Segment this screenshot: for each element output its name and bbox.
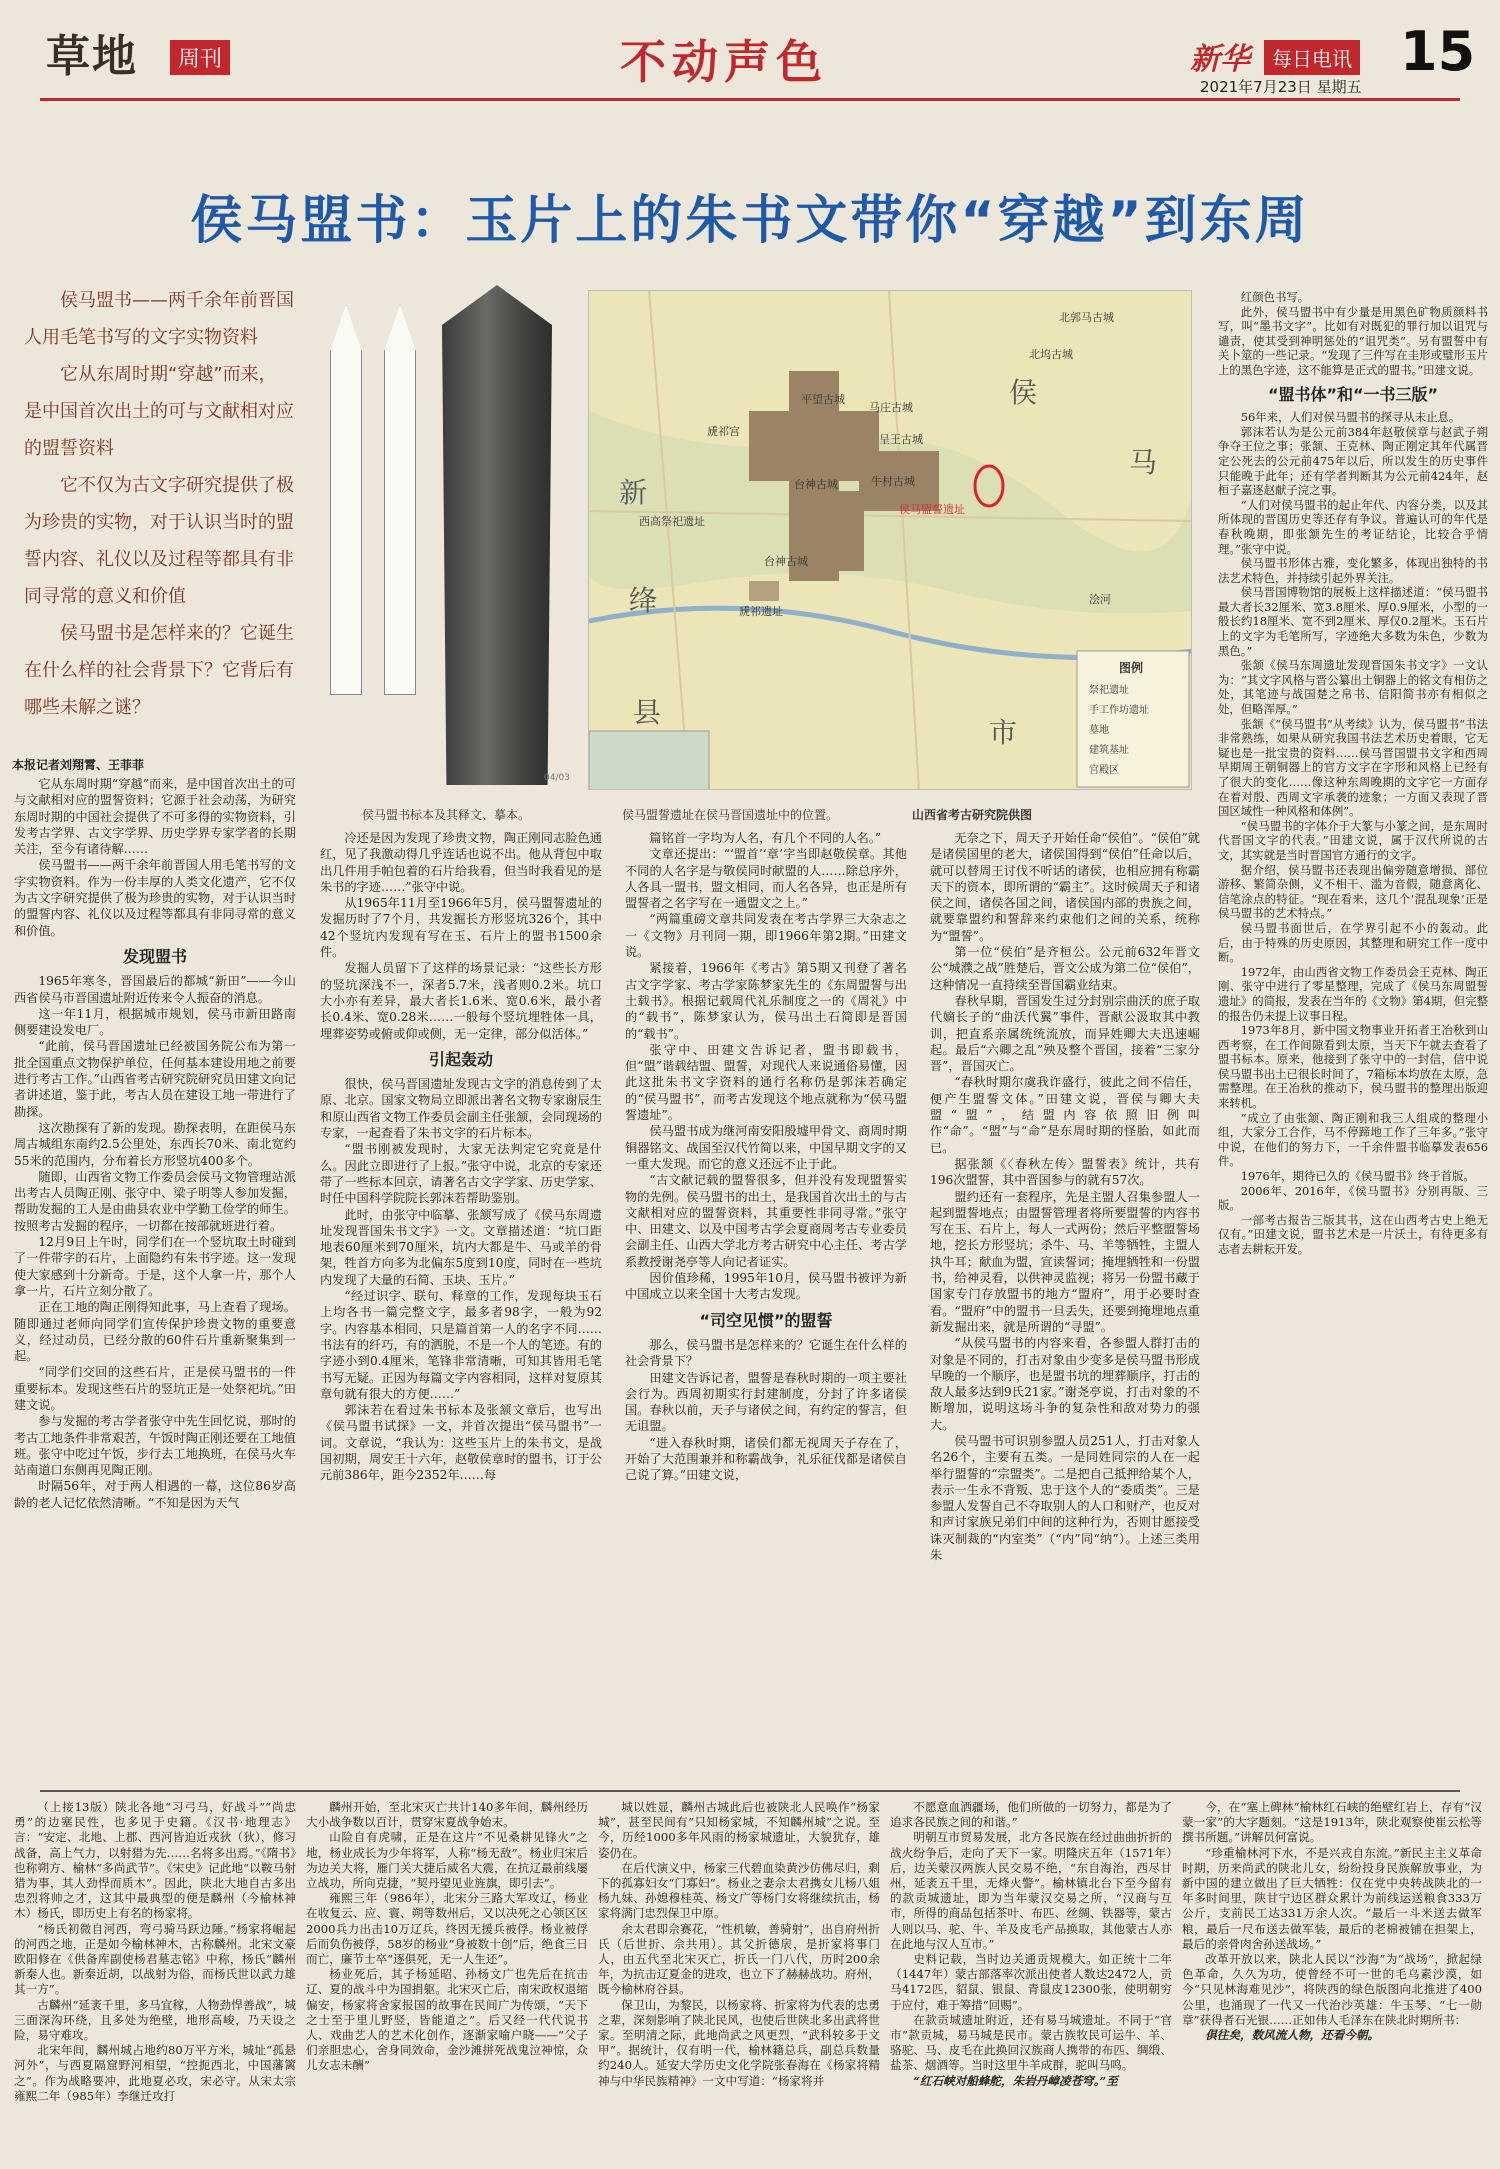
figure-marker: 04/03 — [544, 773, 570, 783]
paragraph: 春秋早期，晋国发生过分封别宗曲沃的庶子取代嫡长子的“曲沃代翼”事件，晋献公汲取其中教训，把直系亲属统统流放，而异姓卿大夫迅速崛起。最后“六卿之乱”殃及整个晋国，接着“三家分晋”，晋国灭亡。 — [930, 993, 1200, 1074]
paragraph: 56年来，人们对侯马盟书的探寻从未止息。 — [1240, 410, 1461, 425]
header-rule — [40, 98, 1460, 101]
paragraph: “进入春秋时期，诸侯们都无视周天子存在了，开始了大范围兼并和称霸战争，礼乐征伐都是诸侯自己说了算。”田建文说， — [625, 1435, 907, 1483]
section-logo: 草地 — [46, 31, 138, 82]
paragraph: 发掘人员留下了这样的场景记录：“这些长方形的竖坑深浅不一，深者5.7米，浅者则0.2米。坑口大小亦有差异，最大者长1.6米、宽0.6米，最小者长0.4米、宽0.28米……一般每个竖坑埋牲体一具，埋葬姿势或俯或仰或侧，无一定律，部分似活体。” — [320, 961, 602, 1041]
paragraph: 第一位“侯伯”是齐桓公。公元前632年晋文公“城濮之战”胜楚后，晋文公成为第二位“侯伯”，这种情况一直持续至晋国霸业结束。 — [930, 945, 1200, 992]
paragraph: 1972年，由山西省文物工作委员会王克林、陶正刚、张守中进行了零星整理，完成了《侯马东周盟誓遗址》的简报，发表在当年的《文物》第4期，但完整的报告仍未提上议事日程。 — [1218, 964, 1488, 1023]
paragraph: 史料记载，当时边关通贡规模大。如正统十二年（1447年）蒙古部落率次派出使者人数达2472人，贡马4172匹，貂鼠、银鼠、青鼠皮12300张，使明朝穷于应付，难于筹措“回赐”。 — [890, 1952, 1172, 2012]
column-title: 不动声色 — [620, 35, 828, 89]
section-divider — [40, 1790, 1460, 1792]
map-label-maqiu: 马庄古城 — [869, 401, 913, 414]
paragraph: 无奈之下，周天子开始任命“侯伯”。“侯伯”就是诸侯国里的老大，诸侯国得到“侯伯”任命以后，就可以替周王讨伐不听话的诸侯，也相应拥有称霸天下的资本，即所谓的“霸主”。这时候周天子和诸侯之间，诸侯各国之间，诸侯国内部的贵族之间，就要靠盟约和誓辞来约束他们之间的关系，统称为“盟誓”。 — [930, 831, 1200, 943]
paragraph: 张颔《“侯马盟书”从考续》认为，侯马盟书“书法非常熟练，如果从研究我国书法艺术历史着眼，它无疑也是一批宝贵的资料……侯马晋国盟书文字和西周早期周王朝铜器上的官方文字在字形和风格上已经有了很大的变化……像这种东周晚期的文字它一方面存在着对殷、西周文字承袭的迹象；一方面又表现了晋国区域性一种风格和体例”。 — [1218, 716, 1488, 819]
map-label-beiwu: 北坞古城 — [1029, 348, 1073, 361]
paragraph: 郭沫若认为是公元前384年赵敬侯章与赵武子朔争夺王位之事；张颔、王克林、陶正刚定其年代属晋定公死去的公元前475年以后，所以发生的历史事件只能晚于此年；还有学者判断其为公元前424年，赵桓子嘉逐赵献子浣之事。 — [1218, 424, 1488, 498]
paragraph: “人们对侯马盟书的起止年代、内容分类，以及其所体现的晋国历史等还存有争议。普遍认可的年代是春秋晚期，即张颔先生的考证结论，比较合乎情理。”张守中说。 — [1218, 497, 1488, 556]
paragraph: 保卫山，为黎民，以杨家将、折家将为代表的忠勇之辈，深刻影响了陕北民风，也使后世陕北多出武将世家。至明清之际，此地尚武之风更烈，“武科较多于文甲”。据统计，仅有明一代，榆林籍总兵，副总兵数量约240人。延安大学历史文化学院张春海在《杨家将精神与中华民族精神》一文中写道：“杨家将并 — [598, 1997, 880, 2088]
headline: 侯马盟书：玉片上的朱书文带你“穿越”到东周 — [190, 191, 1310, 251]
article-column-3 — [625, 830, 907, 1484]
poem-line: “红石峡对船蜂舵，朱岩丹嶂凌苍穹。”至 — [913, 2073, 1118, 2088]
issue-date: 2021年7月23日 星期五 — [1200, 78, 1362, 96]
page-number: 15 — [1400, 20, 1476, 83]
map-label-pingwang: 平望古城 — [801, 393, 845, 406]
paragraph: “此前，侯马晋国遗址已经被国务院公布为第一批全国重点文物保护单位，任何基本建设用地之前要进行考古工作。”山西省考古研究院研究员田建文向记者讲述道，鉴于此，考古人员在建设工地一带进行了勘探。 — [14, 1039, 296, 1119]
paragraph: 张颔《侯马东周遗址发现晋国朱书文字》一文认为：“其文字风格与晋公纂出土铜器上的铭文有相仿之处，其笔迹与战国楚之帛书、信阳简书亦有相似之处，但略浑厚。” — [1218, 658, 1488, 717]
paragraph: “春秋时期尔虞我诈盛行，彼此之间不信任，便产生盟誓文体。”田建文说，晋侯与卿大夫盟“盟”，结盟内容依照旧例叫作“命”。“盟”与“命”是东周时期的怪胎，如此而已。 — [930, 1075, 1200, 1155]
figure2-credit: 山西省考古研究院供图 — [912, 808, 1033, 822]
paragraph: “杨氏初微自河西，弯弓骑马跃边陲。”杨家将崛起的河西之地，正是如今榆林神木，古称麟州。北宋文豪欧阳修在《供备库副使杨君墓志铭》中称，杨氏“麟州新秦人也。新秦近胡，以战射为俗，而杨氏世以武力雄其一方”。 — [14, 1921, 296, 1997]
map-label-shi: 市 — [989, 716, 1018, 749]
map-label-niucun: 牛村古城 — [871, 475, 915, 488]
map-label-jiang: 绛 — [629, 584, 658, 617]
map-label-taishen: 台神古城 — [794, 478, 838, 491]
paragraph: 侯马盟书成为继河南安阳殷墟甲骨文、商周时期铜器铭文、战国至汉代竹简以来，中国早期文字的又一重大发现。而它的意义还远不止于此。 — [625, 1124, 907, 1171]
map-legend-item: 祭祀遗址 — [1089, 685, 1129, 696]
paragraph: 北宋年间，麟州城占地约80万平方米，城址“孤悬河外”，与西夏隔窟野河相望，“控扼西北，中国藩篱之”。作为战略要冲，此地夏必攻，宋必守。从宋太宗雍熙二年（985年）李继迁攻打 — [14, 2043, 296, 2103]
paragraph: 在后代演义中，杨家三代碧血染黄沙仿佛尽归，剩下的孤寡妇女“门寡妇”。杨业之妻佘太君携女儿杨八姐杨九妹、孙媳穆桂英、杨文广等杨门女将继续抗击，杨家将满门忠烈保卫中原。 — [598, 1860, 880, 1921]
paragraph: 古麟州“延袤千里，多马宜稼，人物劲悍善战”，城三面深沟环绕，且多处为绝壁，地形高峻，乃天设之险，易守难攻。 — [14, 1997, 296, 2043]
paragraph: 此外，侯马盟书中有少量是用黑色矿物质颜料书写，叫“墨书文字”。比如有对既犯的罪行加以诅咒与谴责，使其受到神明惩处的“诅咒类”。另有盟誓中有关卜筮的一些记录。“发现了三件写在圭形或璧形玉片上的黑色字迹，这不能算是正式的盟书。”田建文说。 — [1218, 304, 1488, 377]
paragraph: 因价值珍稀，1995年10月，侯马盟书被评为新中国成立以来全国十大考古发现。 — [625, 1271, 907, 1302]
paragraph: 据张颔《〈春秋左传〉盟誓表》统计，共有196次盟誓，其中晋国参与的就有57次。 — [930, 1156, 1200, 1188]
paragraph: 在款贡城遗址附近，还有易马城遗址。不同于“官市”款贡城，易马城是民市。蒙古族牧民可运牛、羊、骆驼、马、皮毛在此换回汉族商人携带的布匹、绸缎、盐茶、烟酒等。当时这里牛羊成群，驼叫马鸣。 — [890, 2012, 1172, 2073]
figure1-caption: 侯马盟书标本及其释文、摹本。 — [362, 808, 531, 822]
closing-quote: 俱往矣，数风流人物，还看今朝。 — [1205, 2028, 1380, 2043]
paragraph: “从侯马盟书的内容来看，各参盟人群打击的对象是不同的，打击对象由少变多是侯马盟书形成早晚的一个顺序，也是盟书坑的埋葬顺序，打击的敌人最多达到9氏21家。”谢尧亭说，打击对象的不断增加，说明这场斗争的复杂性和敌对势力的强大。 — [930, 1336, 1200, 1432]
paper-logo: 新华 — [1190, 42, 1250, 77]
map-label-ma: 马 — [1129, 446, 1158, 479]
map-label-xin: 新 — [619, 476, 648, 509]
paragraph: 文章还提出：“‘盟首’‘章’字当即赵敬侯章。其他不同的人名字是与敬侯同时献盟的人……除总序外，人各具一盟书，盟文相同，而人名各异，也正是所有盟誓者之名字写在一通盟文之上。” — [625, 847, 907, 911]
subheading-situ: “司空见惯”的盟誓 — [699, 1310, 833, 1330]
subheading-style: “盟书体”和“一书三版” — [1267, 384, 1439, 404]
paragraph: 城以姓显，麟州古城此后也被陕北人民唤作“杨家城”，甚至民间有“只知杨家城，不知麟州城”之说。至今，历经1000多年风雨的杨家城遗址，大貌犹存，雄姿仍在。 — [598, 1800, 880, 1860]
paragraph: 随即，山西省文物工作委员会侯马文物管理站派出考古人员陶正刚、张守中、梁子明等人参加发掘，帮助发掘的工人是由曲县农业中学勤工俭学的师生。按照考古发掘的程序，一切都在按部就班进行着。 — [14, 1169, 296, 1233]
paragraph: 不愿意血洒疆场，他们所做的一切努力，都是为了追求各民族之间的和谐。” — [890, 1800, 1172, 1830]
paragraph: 冷还是因为发现了珍贵文物，陶正刚同志脸色通红，见了我激动得几乎连话也说不出。他从背包中取出几件用手帕包着的石片给我看，但当时我看见的是朱书的字迹……”张守中说。 — [320, 831, 602, 894]
paragraph: “两篇重磅文章共同发表在考古学界三大杂志之一《文物》月刊同一期，即1966年第2期。”田建文说。 — [625, 912, 907, 960]
map-label-xinan: 西高祭祀遗址 — [639, 515, 705, 528]
paragraph: 紧接着，1966年《考古》第5期又刊登了著名古文字学家、考古学家陈梦家先生的《东周盟誓与出土载书》。根据记载周代礼乐制度之一的《周礼》中的“载书”，陈梦家认为，侯马出土石简即是晋国的“载书”。 — [625, 961, 907, 1041]
paragraph: 时隔56年，对于两人相遇的一幕，这位86岁高龄的老人记忆依然清晰。“不知是因为天气 — [14, 1479, 296, 1510]
paragraph: 1965年寒冬，晋国最后的都城“新田”——今山西省侯马市晋国遗址附近传来令人振奋的消息。 — [14, 974, 296, 1005]
map-legend-item: 手工作坊遗址 — [1089, 705, 1149, 716]
paragraph: 这一年11月，根据城市规划，侯马市新田路南侧要建设发电厂。 — [14, 1006, 296, 1038]
paragraph: “侯马盟书的字体介于大篆与小篆之间，是东周时代晋国文字的代表。”田建文说，属于汉代所说的古文，其实就是当时晋国官方通行的文字。 — [1218, 818, 1488, 862]
map-label-river: 浍河 — [1089, 593, 1111, 606]
paragraph: “珍重榆林河下水，不是兴戎自东流。”新民主主义革命时期，历来尚武的陕北儿女，纷纷投身民族解放事业，为新中国的建立做出了巨大牺牲：仅在党中央转战陕北的一年多时间里，陕甘宁边区群众累计为前线运送粮食333万公斤，支前民工达331万余人次。“最后一斗米送去做军粮，最后一尺布送去做军装，最后的老棉被铺在担架上，最后的亲骨肉舍孙送战场。” — [1182, 1845, 1482, 1951]
map-label-taishenwang: 台神古城 — [764, 555, 808, 568]
map-label-tingqi: 虒祁宫 — [707, 425, 740, 438]
byline: 本报记者刘翔霄、王菲菲 — [12, 758, 145, 772]
article-column-4 — [930, 830, 1200, 1563]
continued-column-5 — [1182, 1800, 1482, 2043]
paragraph: 田建文告诉记者，盟誓是春秋时期的一项主要社会行为。西周初期实行封建制度，分封了许多诸侯国。春秋以前，天子与诸侯之间，有约定的誓言，但无诅盟。 — [625, 1370, 907, 1434]
paragraph: “成立了由张颔、陶正刚和我三人组成的整理小组，大家分工合作，马不停蹄地工作了三年多。”张守中说，在他们的努力下，一千余件盟书临摹发表656件。 — [1218, 1110, 1488, 1169]
map-legend-item: 宫殿区 — [1089, 765, 1119, 776]
paragraph: 侯马盟书——两千余年前晋国人用毛笔书写的文字实物资料。作为一份丰厚的人类文化遗产，它不仅为古文字研究提供了极为珍贵的实物，对于认识当时的盟誓内容、礼仪以及过程等都具有非同寻常的意义和价值。 — [14, 858, 296, 938]
figure2-caption: 侯马盟誓遗址在侯马晋国遗址中的位置。 — [622, 808, 839, 822]
paragraph: 红颜色书写。 — [1240, 290, 1310, 304]
transcription-strip — [330, 305, 362, 695]
paragraph: “经过识字、联句、释章的工作，发现每块玉石上均各书一篇完整文字，最多者98字，一般为92字。内容基本相同，只是篇首第一人的名字不同……书法有的纤巧，有的洒脱，不是一个人的笔迹。有的字迹小到0.4厘米，笔锋非常清晰，可知其皆用毛笔书写无疑。正因为每篇文字内容相同，这样对复原其章句就有很大的方便……” — [320, 1289, 602, 1401]
paragraph: “古文献记载的盟誓很多，但并没有发现盟誓实物的先例。侯马盟书的出土，是我国首次出土的与古文献相对应的盟誓资料，其重要性非同寻常。”张守中、田建文、以及中国考古学会夏商周考古专业委员会副主任、山西大学北方考古研究中心主任、考古学系教授谢尧亭等人向记者证实。 — [625, 1173, 907, 1269]
paragraph: 山险自有虎啸，正是在这片“不见桑耕见锋火”之地，杨业成长为少年将军，人称“杨无敌”。杨业归宋后为边关大将，雁门关大捷后威名大震，在抗辽最前线屡立战功，所向克捷，“契丹望见业旌旗，即引去”。 — [306, 1830, 588, 1891]
lead-paragraph: 它从东周时期“穿越”而来，是中国首次出土的可与文献相对应的盟誓资料 — [24, 364, 294, 459]
map-label-north-guo: 北郭马古城 — [1059, 311, 1114, 324]
map-label-mengshu-site: 侯马盟誓遗址 — [899, 503, 965, 516]
subheading-discover: 发现盟书 — [122, 946, 187, 966]
map-label-xian: 县 — [633, 696, 662, 729]
jade-tablet-image — [442, 285, 552, 785]
continued-column-2 — [306, 1800, 588, 2074]
paragraph: 郭沫若在看过朱书标本及张颔文章后，也写出《侯马盟书试探》一文，并首次提出“侯马盟书”一词。文章说，“我认为：这些玉片上的朱书文，是战国初期，周安王十六年，赵敬侯章时的盟书，订于公元前386年，距今2352年……每 — [320, 1403, 602, 1483]
article-column-2 — [320, 830, 602, 1484]
lead-summary — [24, 282, 294, 726]
paragraph: 那么，侯马盟书是怎样来的？它诞生在什么样的社会背景下？ — [625, 1337, 907, 1369]
paragraph: 余太君即佘赛花，“性机敏，善骑射”，出自府州折氏（后世折、佘共用）。其父折德扆，是折家将事门人，由五代至北宋灭亡，折氏一门八代，历时200余年，为抗击辽夏金的进攻，也立下了赫赫战功。府州，既今榆林府谷县。 — [598, 1921, 880, 1997]
map-label-chengwang: 呈王古城 — [879, 433, 923, 446]
masthead — [0, 0, 1500, 100]
article-column-1 — [14, 776, 296, 1511]
paragraph: 明朝互市贸易发展，北方各民族在经过曲曲折折的战火纷争后，走向了天下一家。明隆庆五年（1571年）后，边关蒙汉两族人民交易不绝，“东自海治，西尽甘州，延袤五千里，无烽火警”。榆林镇北台下至今留有的款贡城遗址，即为当年蒙汉交易之所，“汉商与互市，所得的商品包括茶叶、布匹、丝绸、铁器等，蒙古人则以马、驼、牛、羊及皮毛产品换取，其他蒙古人亦在此地与汉人互市。” — [890, 1830, 1172, 1951]
article-column-5 — [1218, 290, 1488, 1257]
paragraph: 侯马盟书面世后，在学界引起不小的轰动。此后，由于特殊的历史原因，其整理和研究工作一度中断。 — [1218, 920, 1488, 965]
paragraph: 改革开放以来，陕北人民以“沙海”为“战场”，掀起绿色革命，久久为功，使曾经不可一世的毛乌素沙漠，如今“只见林海难见沙”，将陕西的绿色版图向北推进了400公里，也涌现了一代又一代治沙英雄：牛玉琴、“七一勋章”获得者石光银……正如伟人毛泽东在陕北时期所书： — [1182, 1952, 1482, 2027]
paragraph: 1973年8月，新中国文物事业开拓者王冶秋到山西考察，在工作间隙看到太原，当天下午就去查看了盟书标本。原来，他接到了张守中的一封信，信中说侯马盟书出土已很长时间了，7箱标本均放在太原，急需整理。在王冶秋的推动下，侯马盟书的整理出版迎来转机。 — [1218, 1023, 1488, 1111]
paragraph: 很快，侯马晋国遗址发现古文字的消息传到了太原、北京。国家文物局立即派出著名文物专家谢辰生和原山西省文物工作委员会副主任张颔，会同现场的专家，一起查看了朱书文字的石片标本。 — [320, 1077, 602, 1141]
paragraph: 从1965年11月至1966年5月，侯马盟誓遗址的发掘历时了7个月，共发掘长方形竖坑326个，其中42个竖坑内发现有写在玉、石片上的盟书1500余件。 — [320, 896, 602, 960]
paragraph: 正在工地的陶正刚得知此事，马上查看了现场。随即通过老师向同学们宣传保护珍贵文物的重要意义，经过动员，已经分散的60件石片重新聚集到一起。 — [14, 1300, 296, 1364]
subheading-stir: 引起轰动 — [428, 1049, 493, 1069]
paragraph: 盟约还有一套程序，先是主盟人召集参盟人一起到盟誓地点；由盟誓管理者将所要盟誓的内容书写在玉、石片上，每人一式两份；然后平整盟誓场地，挖长方形竖坑；杀牛、马、羊等牺牲，主盟人执牛耳；献血为盟，宣读誓词；掩埋牺牲和一份盟书，给神灵看，以供神灵监视；将另一份盟书藏于国家专门存放盟书的地方“盟府”，用于必要时查看。“盟府”中的盟书一旦丢失，还要到掩埋地点重新发掘出来，就是所谓的“寻盟”。 — [930, 1189, 1200, 1334]
map-legend-item: 墓地 — [1089, 725, 1109, 736]
paper-tag: 每日电讯 — [1264, 40, 1360, 75]
lead-paragraph: 它不仅为古文字研究提供了极为珍贵的实物，对于认识当时的盟誓内容、礼仪以及过程等都具有非同寻常的意义和价值 — [24, 475, 294, 607]
paragraph: 它从东周时期“穿越”而来，是中国首次出土的可与文献相对应的盟誓资料；它源于社会动荡，为研究东周时期的中国社会提供了不可多得的实物资料，引发考古学界、古文字学界、历史学界专家学者的长期关注，至今有诸待解…… — [14, 777, 296, 857]
paragraph: 杨业死后，其子杨延昭、孙杨文广也先后在抗击辽、夏的战斗中为国捐躯。北宋灭亡后，南宋政权退缩偏安，杨家将舍家报国的故事在民间广为传颂，“天下之士至于里儿野竖，皆能道之”。后又经一代代说书人、戏曲艺人的艺术化创作，逐渐家喻户晓——“父子们亲胆忠心，舍身同效命，金沙滩拼死战鬼泣神惊，众儿女志未酬” — [306, 1967, 588, 2073]
paragraph: “同学们交回的这些石片，正是侯马盟书的一件重要标本。发现这些石片的竖坑正是一处祭祀坑。”田建文说。 — [14, 1365, 296, 1412]
paragraph: 此时，由张守中临摹、张颔写成了《侯马东周遗址发现晋国朱书文字》一文。文章描述道：“坑口距地表60厘米到70厘米，坑内大都是牛、马或羊的骨架，牲首方向多为北偏东5度到10度，同时在一些坑内发现了大量的石简、玉块、玉片。” — [320, 1207, 602, 1287]
paragraph: 篇铭首一字均为人名，有几个不同的人名。” — [649, 831, 882, 845]
paragraph: 侯马盟书形体古雅，变化繁多，体现出独特的书法艺术特色，并持续引起外界关注。 — [1218, 556, 1488, 585]
paragraph: 侯马盟书可识别参盟人员251人，打击对象人名26个，主要有五类。一是同姓同宗的人在一起举行盟誓的“宗盟类”。二是把自己抵押给某个人，表示一生永不背叛、忠于这个人的“委质类”。三是参盟人发誓自己不夺取别人的人口和财产，也反对和声讨家族兄弟们中间的这种行为，否则甘愿接受诛灭制裁的“内室类”（“内”同“纳”）。上述三类用朱 — [930, 1433, 1200, 1563]
lead-paragraph: 侯马盟书是怎样来的？它诞生在什么样的社会背景下？它背后有哪些未解之谜？ — [24, 623, 294, 718]
paragraph: “盟书刚被发现时，大家无法判定它究竟是什么。因此立即进行了上报。”张守中说，北京的专家还带了一些标本回京，请著名古文字学家、历史学家、时任中国科学院院长郭沫若帮助鉴别。 — [320, 1142, 602, 1206]
continued-column-1 — [14, 1800, 296, 2104]
paragraph: 这次勘探有了新的发现。勘探表明，在距侯马东周古城组东南约2.5公里处，东西长70米、南北宽约55米的范围内，分布着长方形竖坑400多个。 — [14, 1120, 296, 1168]
map-label-huangqi: 虒祁遗址 — [739, 605, 783, 618]
tracing-strip — [384, 305, 416, 695]
section-tag: 周刊 — [170, 40, 230, 75]
paragraph: 参与发掘的考古学者张守中先生回忆说，那时的考古工地条件非常艰苦，午饭时陶正刚还要在工地值班。张守中吃过午饭，步行去工地换班，在侯马火车站南道口东侧再见陶正刚。 — [14, 1414, 296, 1478]
paragraph: 麟州开始，至北宋灭亡共计140多年间，麟州经历大小战争数以百计，贯穿宋夏战争始末。 — [306, 1800, 588, 1830]
map-legend-title: 图例 — [1119, 661, 1144, 675]
paragraph: 12月9日上午时，同学们在一个竖坑取土时碰到了一件带字的石片，上面隐约有朱书字迹。这一发现使大家感到十分新奇。于是，这个人拿一片，那个人拿一片，石片立刻分散了。 — [14, 1235, 296, 1298]
paragraph: 1976年，期待已久的《侯马盟书》终于首版。 — [1240, 1169, 1475, 1184]
lead-paragraph: 侯马盟书——两千余年前晋国人用毛笔书写的文字实物资料 — [24, 290, 294, 348]
site-map — [588, 290, 1192, 790]
continued-column-3 — [598, 1800, 880, 2089]
paragraph: 2006年、2016年，《侯马盟书》分别再版、三版。 — [1218, 1183, 1488, 1213]
paragraph: 据介绍，侯马盟书还表现出偏旁随意增损、部位游移、繁简杂侧，义不相干、滥为音假，随意离化、信笔涂点的特征。“现在看来，这几个‘混乱现象’正是侯马盟书的艺术特点。” — [1218, 862, 1488, 921]
paragraph: 一部考古报告三版其书，这在山西考古史上绝无仅有。”田建文说，盟书艺术是一片沃土，有待更多有志者去耕耘开发。 — [1218, 1212, 1488, 1256]
paragraph: 侯马晋国博物馆的展板上这样描述道：“侯马盟书最大者长32厘米、宽3.8厘米、厚0.9厘米，小型的一般长约18厘米、宽不到2厘米、厚仅0.2厘米。玉石片上的文字为毛笔所写，字迹绝大多数为朱色，少数为黑色。” — [1218, 585, 1488, 658]
mengshu-rubbing-figure — [322, 285, 572, 795]
map-label-hou: 侯 — [1009, 376, 1038, 409]
paragraph: 雍熙三年（986年），北宋分三路大军攻辽，杨业在收复云、应、寰、朔等数州后，又以决死之心领区区2000兵力出击10万辽兵，终因无援兵被俘。杨业被俘后而负伤被俘，58岁的杨业“身被数十创”后，绝食三日而亡，廉节士卒“逐俱死，无一人生还”。 — [306, 1891, 588, 1967]
continued-column-4 — [890, 1800, 1172, 2089]
paragraph: 张守中、田建文告诉记者，盟书即载书，但“盟”谐载结盟、盟誓，对现代人来说通俗易懂，因此这批朱书文字资料的通行名称仍是郭沫若确定的“侯马盟书”，而考古发现这个地点就称为“侯马盟誓遗址”。 — [625, 1042, 907, 1123]
paragraph: 今，在“塞上碑林”榆林红石峡的绝壁红岩上，存有“汉蒙一家”的大字题刻。“这是1913年，陕北观察使崔云松等撰书所题。”讲解员何富说。 — [1182, 1800, 1482, 1845]
map-legend-item: 建筑基址 — [1089, 745, 1129, 756]
paragraph: （上接13版）陕北各地“习弓马，好战斗”“尚忠勇”的边塞民性，也多见于史籍。《汉书·地理志》言：“安定、北地、上郡、西河皆迫近戎狄（狄），修习战备，高上气力，以射猎为先……名将多出焉。”《隋书》也称朔方、榆林“多尚武节”。《宋史》记此地“以鞍马射猎为事，其人劲悍而质木”。因此，陕北大地自古多出忠烈将帅之才，这其中最典型的便是麟州（今榆林神木）杨氏，即历史上有名的杨家将。 — [14, 1800, 296, 1921]
